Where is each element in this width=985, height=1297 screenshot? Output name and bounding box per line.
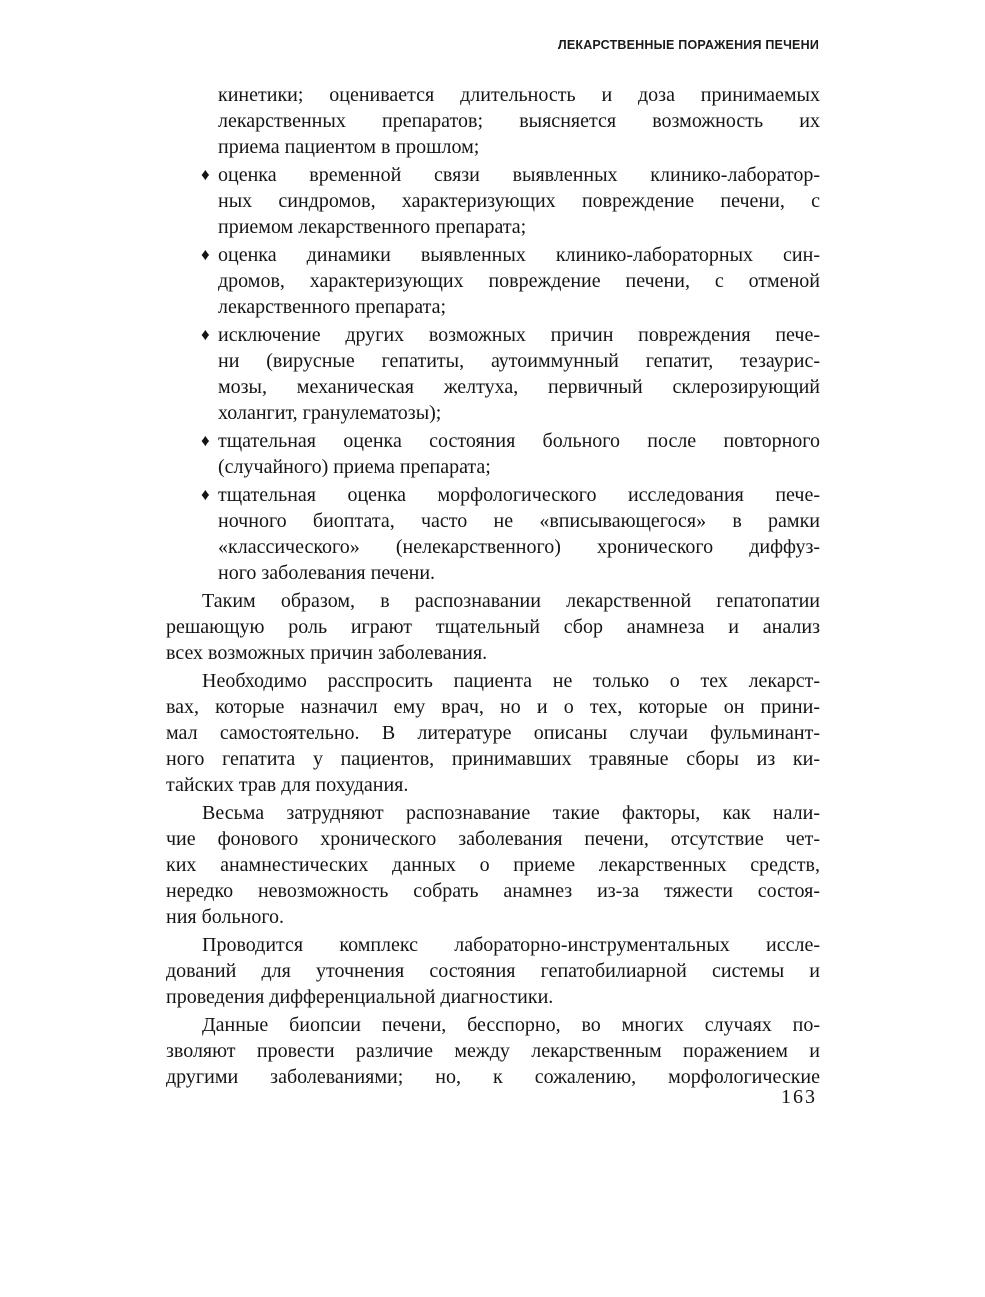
text-line: тщательная оценка состояния больного после повторного [218, 430, 820, 452]
text-line: кинетики; оценивается длительность и доза принимаемых [218, 84, 820, 106]
running-head: ЛЕКАРСТВЕННЫЕ ПОРАЖЕНИЯ ПЕЧЕНИ [557, 38, 819, 52]
text-line: оценка динамики выявленных клинико-лабораторных син- [218, 244, 820, 266]
text-line: дромов, характеризующих повреждение печени, с отменой [218, 270, 820, 292]
text-line: проведения дифференциальной диагностики. [166, 986, 554, 1008]
text-line: ного гепатита у пациентов, принимавших травяные сборы из ки- [166, 748, 820, 770]
diamond-bullet-icon: ♦ [201, 245, 210, 264]
paragraph [166, 588, 820, 666]
text-line: Данные биопсии печени, бесспорно, во многих случаях по- [202, 1014, 820, 1036]
text-line: (случайного) приема препарата; [218, 456, 491, 478]
text-line: мозы, механическая желтуха, первичный склерозирующий [218, 376, 820, 398]
text-line: приема пациентом в прошлом; [218, 136, 480, 158]
text-line: Весьма затрудняют распознавание такие факторы, как нали- [202, 802, 820, 824]
text-line: исключение других возможных причин повреждения пече- [218, 324, 820, 346]
text-line: Проводится комплекс лабораторно-инструментальных иссле- [202, 934, 820, 956]
text-line: Необходимо расспросить пациента не только о тех лекарст- [202, 670, 820, 692]
text-line: ния больного. [166, 906, 285, 928]
page-number: 163 [781, 1086, 817, 1108]
continuation-text [166, 82, 820, 160]
text-line: лекарственных препаратов; выясняется возможность их [218, 110, 820, 132]
bullet-item [166, 242, 820, 320]
text-line: ного заболевания печени. [218, 562, 436, 584]
text-line: тайских трав для похудания. [166, 774, 409, 796]
text-line: мал самостоятельно. В литературе описаны случаи фульминант- [166, 722, 820, 744]
text-line: ных синдромов, характеризующих повреждение печени, с [218, 190, 820, 212]
text-line: нередко невозможность собрать анамнез из-за тяжести состоя- [166, 880, 820, 902]
paragraph [166, 932, 820, 1010]
text-line: ких анамнестических данных о приеме лекарственных средств, [166, 854, 820, 876]
text-line: «классического» (нелекарственного) хронического диффуз- [218, 536, 820, 558]
paragraph [166, 668, 820, 798]
text-line: оценка временной связи выявленных клинико-лаборатор- [218, 164, 820, 186]
bullet-item [166, 162, 820, 240]
text-line: зволяют провести различие между лекарственным поражением и [166, 1040, 820, 1062]
text-line: приемом лекарственного препарата; [218, 216, 527, 238]
bullet-item [166, 428, 820, 480]
diamond-bullet-icon: ♦ [201, 431, 210, 450]
bullet-item [166, 482, 820, 586]
bullet-list [166, 162, 820, 586]
text-line: холангит, гранулематозы); [218, 402, 442, 424]
text-line: чие фонового хронического заболевания печени, отсутствие чет- [166, 828, 820, 850]
text-line: ночного биоптата, часто не «вписывающегося» в рамки [218, 510, 820, 532]
body-text [166, 82, 820, 1090]
text-line: вах, которые назначил ему врач, но и о тех, которые он прини- [166, 696, 820, 718]
diamond-bullet-icon: ♦ [201, 165, 210, 184]
diamond-bullet-icon: ♦ [201, 325, 210, 344]
text-line: решающую роль играют тщательный сбор анамнеза и анализ [166, 616, 820, 638]
paragraph-list [166, 588, 820, 1090]
text-line: ни (вирусные гепатиты, аутоиммунный гепатит, тезаурис- [218, 350, 820, 372]
text-line: дований для уточнения состояния гепатобилиарной системы и [166, 960, 820, 982]
paragraph [166, 800, 820, 930]
diamond-bullet-icon: ♦ [201, 485, 210, 504]
text-line: Таким образом, в распознавании лекарственной гепатопатии [202, 590, 820, 612]
text-line: всех возможных причин заболевания. [166, 642, 488, 664]
bullet-item [166, 322, 820, 426]
text-line: другими заболеваниями; но, к сожалению, морфологические [166, 1066, 820, 1088]
text-line: лекарственного препарата; [218, 296, 447, 318]
paragraph [166, 1012, 820, 1090]
text-line: тщательная оценка морфологического исследования пече- [218, 484, 820, 506]
